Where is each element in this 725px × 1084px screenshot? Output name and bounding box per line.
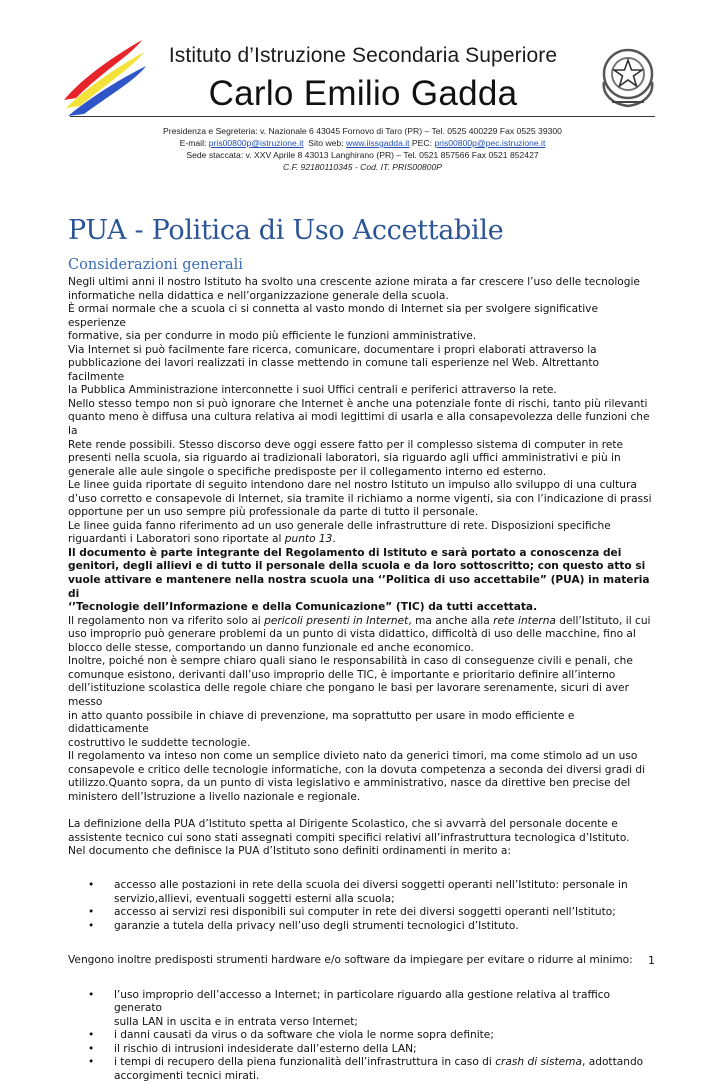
list-item <box>68 1056 658 1083</box>
text-line: È ormai normale che a scuola ci si connetta al vasto mondo di Internet sia per svolgere significative esperienze <box>68 303 598 329</box>
text-line: Negli ultimi anni il nostro Istituto ha svolto una crescente azione mirata a far crescere l’uso delle tecnologie <box>68 276 640 288</box>
text-line <box>68 533 658 547</box>
email-link[interactable]: pris00800p@istruzione.it <box>208 138 304 148</box>
list-item <box>68 989 658 1030</box>
bullet-icon: • <box>88 1029 95 1042</box>
tools-list <box>68 989 658 1084</box>
list-item-text: i tempi di recupero della piena funzionalità dell’infrastruttura in caso di <box>114 1056 496 1069</box>
list-item-text: sulla LAN in uscita e in entrata verso Internet; <box>114 1015 359 1028</box>
list-item-text: i danni causati da virus o da software che viola le norme sopra definite; <box>114 1029 494 1042</box>
bullet-icon: • <box>88 878 95 891</box>
list-item <box>68 879 658 906</box>
bullet-icon: • <box>88 919 95 932</box>
text-line: la Pubblica Amministrazione interconnette i suoi Uffici centrali e periferici attraverso la rete. <box>68 384 557 397</box>
contacts-line-cf: C.F. 92180110345 - Cod. IT. PRIS00800P <box>283 162 442 172</box>
list-item <box>68 920 658 934</box>
text-line: costruttivo le suddette tecnologie. <box>68 736 251 749</box>
list-item-text: garanzie a tutela della privacy nell’uso degli strumenti tecnologici d’Istituto. <box>114 919 519 932</box>
contacts-block <box>70 125 655 173</box>
bullet-icon: • <box>88 906 95 919</box>
web-label: Sito web: <box>303 138 347 148</box>
text-line: Le linee guida riportate di seguito intendono dare nel nostro Istituto un impulso allo sviluppo di una cultura <box>68 479 637 492</box>
section-heading: Considerazioni generali <box>68 257 243 273</box>
text-span: . <box>332 533 336 546</box>
list-item-text: l’uso improprio dell’accesso a Internet; in particolare riguardo alla gestione relativa al traffico generato <box>114 988 611 1015</box>
school-name: Carlo Emilio Gadda <box>208 74 518 113</box>
text-line: presenti nella scuola, sia riguardo ai tradizionali laboratori, sia riguardo agli uffici amministrativi e più in <box>68 452 621 465</box>
contacts-line-sede: Sede staccata: v. XXV Aprile 8 43013 Langhirano (PR) – Tel. 0521 857566 Fax 0521 852427 <box>186 150 539 160</box>
bullet-icon: • <box>88 988 95 1001</box>
header-divider <box>70 116 655 117</box>
pec-link[interactable]: pris00800p@pec.istruzione.it <box>434 138 546 148</box>
text-line: ministero dell’Istruzione a livello nazionale e regionale. <box>68 790 361 803</box>
regulation-paragraphs <box>68 615 658 805</box>
pec-label: PEC: <box>409 138 435 148</box>
school-type: Istituto d’Istruzione Secondaria Superiore <box>168 44 558 67</box>
intro-paragraphs <box>68 276 658 547</box>
list-item-text: accesso alle postazioni in rete della scuola dei diversi soggetti operanti nell’Istituto: personale in <box>114 878 628 891</box>
text-line: formative, sia per condurre in modo più efficiente le funzioni amministrative. <box>68 330 477 343</box>
email-label: E-mail: <box>179 138 209 148</box>
text-line: Inoltre, poiché non è sempre chiaro quali siano le responsabilità in caso di conseguenze civili e penali, che <box>68 655 633 668</box>
text-line: Nello stesso tempo non si può ignorare che Internet è anche una potenziale fonte di rischi, tanto più rilevanti <box>68 397 648 410</box>
italic-span: rete interna <box>493 614 556 627</box>
ordinances-list <box>68 879 658 933</box>
list-item <box>68 1043 658 1057</box>
school-header <box>148 44 578 114</box>
list-item-text: , adottando <box>582 1056 644 1069</box>
tools-paragraph: Vengono inoltre predisposti strumenti hardware e/o software da impiegare per evitare o ridurre al minimo: <box>68 954 633 967</box>
page-title: PUA - Politica di Uso Accettabile <box>68 215 504 246</box>
text-span: Il regolamento non va riferito solo ai <box>68 614 265 627</box>
text-span: , ma anche alla <box>408 614 494 627</box>
list-item-text: accesso ai servizi resi disponibili sui computer in rete dei diversi soggetti operanti nell’Istituto; <box>114 906 616 919</box>
text-line: generale alle aule singole o specifiche predisposte per il collegamento interno ed esterno. <box>68 465 547 478</box>
paragraph-gap <box>68 859 658 879</box>
italic-span: crash di sistema <box>495 1056 582 1069</box>
text-line: Il regolamento va inteso non come un semplice divieto nato da generici timori, ma come stimolo ad un uso <box>68 750 638 763</box>
text-span: dell’Istituto, il cui <box>555 614 651 627</box>
text-line: comunque esistono, derivanti dall’uso improprio delle TIC, è importante e prioritario definire all’interno <box>68 668 616 681</box>
contacts-line-presidenza: Presidenza e Segreteria: v. Nazionale 6 43045 Fornovo di Taro (PR) – Tel. 0525 400229 Fax 0525 39300 <box>163 126 562 136</box>
website-link[interactable]: www.iissgadda.it <box>346 138 410 148</box>
paragraph-gap <box>68 968 658 989</box>
pua-definition-paragraph <box>68 818 658 859</box>
italian-republic-emblem <box>598 42 658 110</box>
bold-line: vuole attivare e mantenere nella nostra scuola una ‘’Politica di uso accettabile” (PUA) in materia di <box>68 574 650 600</box>
text-line: consapevole e critico delle tecnologie informatiche, con la dovuta competenza a seconda dei diversi gradi di <box>68 763 646 776</box>
list-item-text: il rischio di intrusioni indesiderate dall’esterno della LAN; <box>114 1042 417 1055</box>
text-line: dell’istituzione scolastica delle regole chiare che pongano le basi per lavorare serenamente, sicuri di aver messo <box>68 682 629 708</box>
text-line: blocco delle stesse, comportando un danno funzionale ed anche economico. <box>68 641 474 654</box>
italic-span: punto 13 <box>284 533 333 546</box>
text-line: utilizzo.Quanto sopra, da un punto di vista legislativo e amministrativo, nasce da direttive ben precise del <box>68 777 631 790</box>
text-line: La definizione della PUA d’Istituto spetta al Dirigente Scolastico, che si avvarrà del personale docente e <box>68 818 618 831</box>
list-item <box>68 906 658 920</box>
text-line: informatiche nella didattica e nell’organizzazione generale della scuola. <box>68 289 449 302</box>
text-span: riguardanti i Laboratori sono riportate al <box>68 533 285 546</box>
list-item-text: accorgimenti tecnici mirati. <box>114 1069 260 1082</box>
text-line: quanto meno è diffusa una cultura relativa ai modi legittimi di usarla e alla consapevolezza delle funzioni che la <box>68 411 650 438</box>
text-line: assistente tecnico cui sono stati assegnati compiti specifici relativi all’infrastruttura tecnologica d’Istituto. <box>68 831 630 844</box>
text-line: Le linee guida fanno riferimento ad un uso generale delle infrastrutture di rete. Disposizioni specifiche <box>68 519 611 532</box>
bullet-icon: • <box>88 1042 95 1055</box>
bold-line: ‘’Tecnologie dell’Informazione e della Comunicazione” (TIC) da tutti accettata. <box>68 601 538 614</box>
text-line <box>68 615 658 629</box>
bold-line: Il documento è parte integrante del Regolamento di Istituto e sarà portato a conoscenza dei <box>68 546 622 559</box>
text-line: d’uso corretto e consapevole di Internet, sia tramite il richiamo a norme vigenti, sia con l’indicazione di prassi <box>68 492 652 505</box>
italic-span: pericoli presenti in Internet <box>264 614 409 627</box>
text-line: opportune per un uso sempre più professionale da parte di tutto il personale. <box>68 506 479 519</box>
text-line: Via Internet si può facilmente fare ricerca, comunicare, documentare i propri elaborati attraverso la <box>68 343 597 356</box>
document-body <box>68 276 658 1084</box>
text-line: in atto quanto possibile in chiave di prevenzione, ma soprattutto per usare in modo efficiente e didatticamente <box>68 709 575 736</box>
bold-statement <box>68 547 658 615</box>
page-number: 1 <box>648 954 655 967</box>
text-line: Rete rende possibili. Stesso discorso deve oggi essere fatto per il complesso sistema di computer in rete <box>68 438 624 451</box>
paragraph-gap <box>68 933 658 954</box>
bold-line: genitori, degli allievi e di tutto il personale della scuola e da loro sottoscritto; con questo atto si <box>68 560 646 573</box>
text-line: pubblicazione dei lavori realizzati in classe mettendo in comune tali esperienze nel Web. Altrettanto facilmente <box>68 357 599 383</box>
list-item <box>68 1029 658 1043</box>
contacts-line-email <box>70 137 655 149</box>
tricolor-swoosh-logo <box>62 38 146 116</box>
text-line: uso improprio può generare problemi da un punto di vista didattico, difficoltà di uso delle macchine, fino al <box>68 628 636 641</box>
bullet-icon: • <box>88 1056 95 1069</box>
paragraph-gap <box>68 804 658 818</box>
text-line: Nel documento che definisce la PUA d’Istituto sono definiti ordinamenti in merito a: <box>68 845 511 858</box>
list-item-text: servizio,allievi, eventuali soggetti esterni alla scuola; <box>114 892 395 905</box>
